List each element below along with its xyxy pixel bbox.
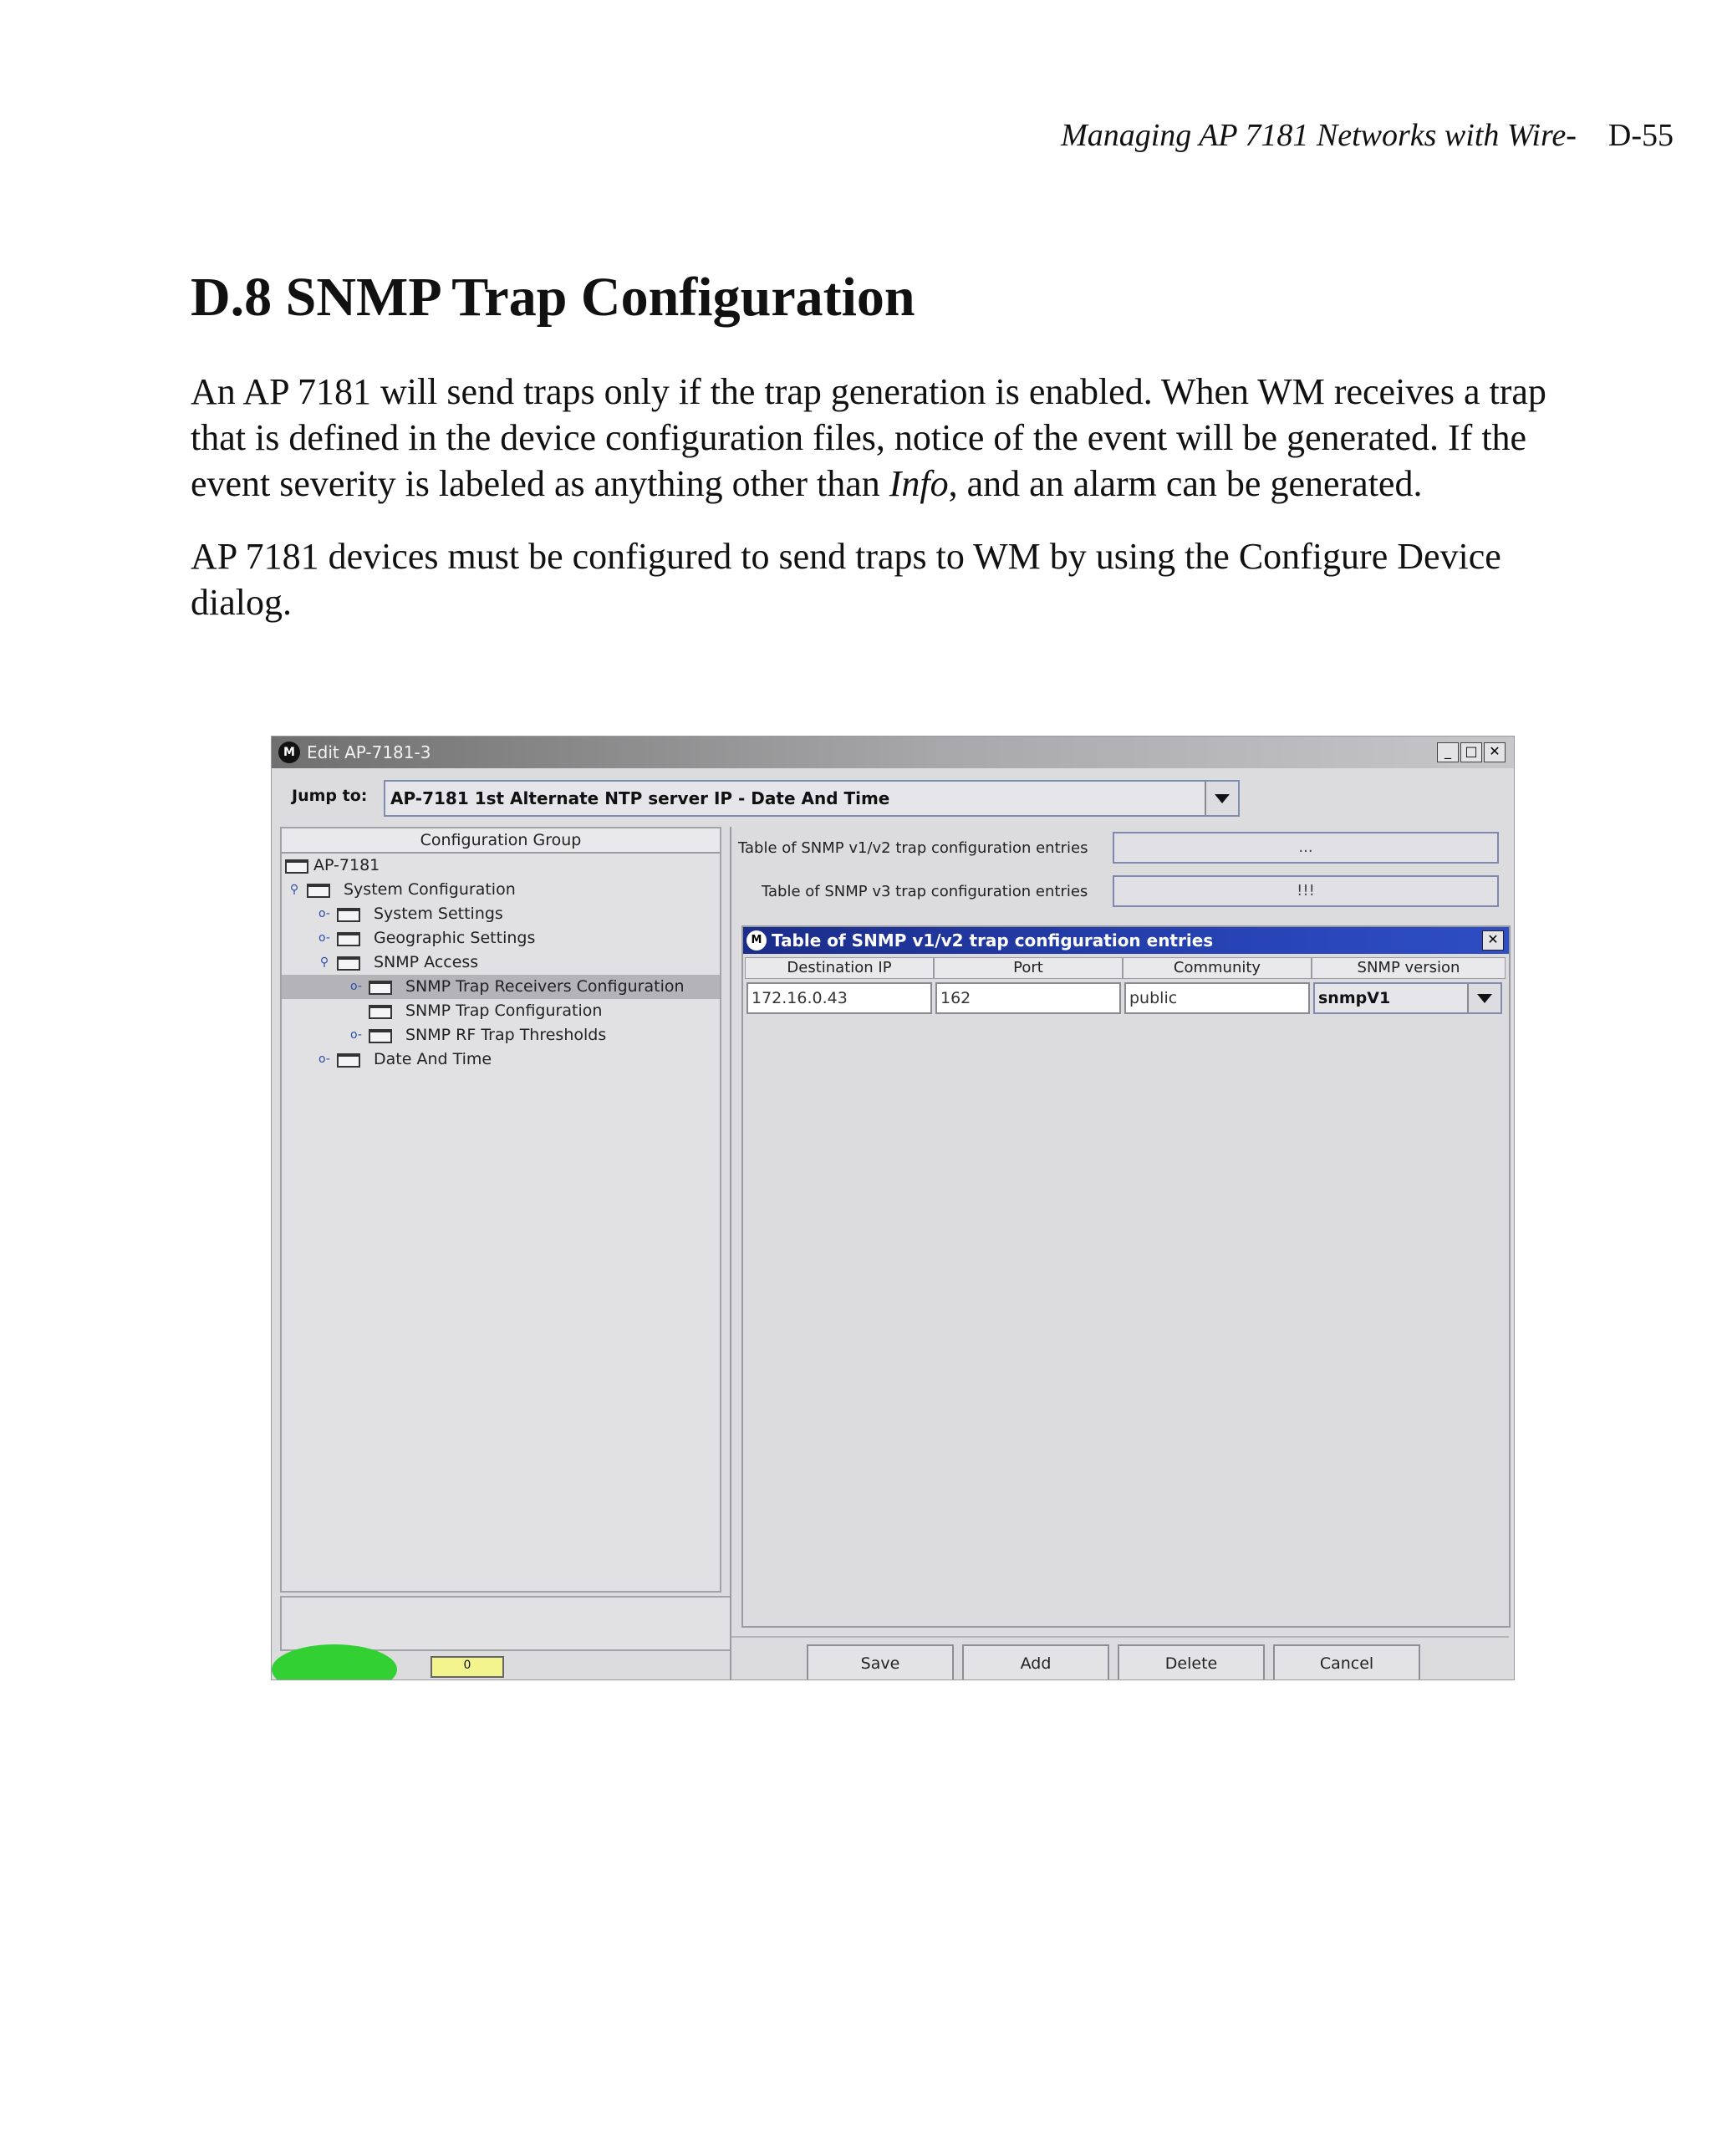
tree-node-label: SNMP Trap Configuration (405, 1002, 603, 1020)
tree-node-label: System Configuration (344, 880, 516, 899)
tree-node-snmp-trap-receivers[interactable] (282, 975, 720, 999)
chevron-down-icon (1477, 994, 1492, 1003)
expand-toggle-icon[interactable]: ⚲ (319, 956, 329, 969)
section-title: D.8 SNMP Trap Configuration (191, 267, 915, 328)
tree-node-label: AP-7181 (313, 856, 380, 874)
tree-node-system-settings[interactable] (282, 902, 720, 926)
page-number: D-55 (1608, 118, 1674, 153)
jump-bar (272, 768, 1514, 820)
folder-icon (307, 884, 330, 898)
tree-node-label: Date And Time (374, 1050, 492, 1068)
paragraph1-text: An AP 7181 will send traps only if the trap generation is enabled. When WM receives a trap that is defined in the device configuration files, notice of the event will be generated. If the event severity is labeled as anything other than (191, 371, 1546, 504)
collapse-toggle-icon[interactable]: o- (318, 931, 330, 945)
tree-node-date-and-time[interactable] (282, 1047, 720, 1072)
folder-icon (337, 956, 360, 971)
v3-entries-row (731, 875, 1509, 909)
running-head (1061, 117, 1674, 154)
folder-icon (369, 1005, 392, 1019)
tree-node-ap-7181[interactable] (282, 854, 720, 878)
jump-dropdown-button[interactable] (1205, 782, 1238, 815)
jump-to-select[interactable] (384, 780, 1240, 817)
folder-icon (337, 908, 360, 922)
add-button[interactable]: Add (962, 1644, 1109, 1680)
v1v2-table-title-bar[interactable] (743, 927, 1509, 954)
column-snmp-version[interactable]: SNMP version (1312, 957, 1506, 979)
column-port[interactable]: Port (934, 957, 1123, 979)
tree-node-label: SNMP Access (374, 953, 479, 971)
left-footer-panel (280, 1596, 746, 1651)
collapse-toggle-icon[interactable]: o- (350, 1028, 362, 1042)
folder-icon (337, 932, 360, 946)
tree-node-snmp-rf-trap-thresholds[interactable] (282, 1023, 720, 1047)
tree-node-label: System Settings (374, 905, 503, 923)
snmp-version-value: snmpV1 (1318, 989, 1391, 1007)
folder-icon (369, 981, 392, 995)
info-term: Info (889, 463, 949, 504)
snmp-version-select[interactable] (1313, 982, 1502, 1014)
trap-entries-panel (730, 827, 1509, 1679)
edit-device-screenshot (271, 736, 1515, 1680)
jump-to-value: AP-7181 1st Alternate NTP server IP - Date And Time (390, 788, 890, 808)
window-title: Edit AP-7181-3 (307, 742, 431, 762)
close-button[interactable]: ✕ (1484, 742, 1506, 762)
v1v2-entries-button[interactable]: ... (1113, 832, 1499, 864)
folder-icon (369, 1029, 392, 1043)
motorola-logo-icon: M (746, 930, 767, 951)
collapse-toggle-icon[interactable]: o- (318, 907, 330, 920)
tree-node-geographic-settings[interactable] (282, 926, 720, 951)
tree-node-snmp-access[interactable] (282, 951, 720, 975)
folder-icon (337, 1053, 360, 1068)
maximize-button[interactable]: □ (1460, 742, 1482, 762)
port-cell[interactable]: 162 (935, 982, 1121, 1014)
action-button-bar (731, 1636, 1509, 1680)
folder-icon (285, 859, 308, 874)
v3-entries-button[interactable]: !!! (1113, 875, 1499, 907)
v1v2-entries-label: Table of SNMP v1/v2 trap configuration entries (738, 839, 1088, 857)
collapse-toggle-icon[interactable]: o- (350, 980, 362, 993)
v1v2-table-title: Table of SNMP v1/v2 trap configuration entries (772, 930, 1214, 951)
delete-button[interactable]: Delete (1118, 1644, 1265, 1680)
collapse-toggle-icon[interactable]: o- (318, 1053, 330, 1066)
column-community[interactable]: Community (1123, 957, 1312, 979)
tree-node-system-configuration[interactable] (282, 878, 720, 902)
save-button[interactable]: Save (807, 1644, 954, 1680)
snmp-version-dropdown-button[interactable] (1467, 984, 1501, 1012)
chevron-down-icon (1215, 794, 1230, 803)
background-node-label: 0 (431, 1656, 504, 1678)
motorola-logo-icon: M (278, 742, 300, 763)
tree-node-label: Geographic Settings (374, 929, 536, 947)
paragraph1-ending: , and an alarm can be generated. (948, 463, 1423, 504)
tree-header: Configuration Group (282, 828, 720, 854)
table-header (745, 957, 1507, 979)
close-button[interactable]: ✕ (1482, 930, 1504, 951)
minimize-button[interactable]: _ (1437, 742, 1459, 762)
tree-node-label: SNMP RF Trap Thresholds (405, 1026, 607, 1044)
v1v2-entries-row (731, 832, 1509, 865)
jump-label: Jump to: (292, 787, 368, 805)
destination-ip-cell[interactable]: 172.16.0.43 (746, 982, 932, 1014)
cancel-button[interactable]: Cancel (1273, 1644, 1420, 1680)
v3-entries-label: Table of SNMP v3 trap configuration entries (762, 883, 1088, 900)
running-title: Managing AP 7181 Networks with Wire- (1061, 118, 1577, 153)
v1v2-table-window (741, 925, 1511, 1628)
paragraph-trap-intro (191, 369, 1595, 507)
community-cell[interactable]: public (1124, 982, 1310, 1014)
expand-toggle-icon[interactable]: ⚲ (289, 883, 299, 896)
configuration-tree-panel (280, 827, 721, 1593)
tree-node-snmp-trap-configuration[interactable] (282, 999, 720, 1023)
window-title-bar[interactable] (272, 737, 1514, 768)
paragraph-configure-device: AP 7181 devices must be configured to send traps to WM by using the Configure Device dialog. (191, 536, 1501, 623)
tree-node-label: SNMP Trap Receivers Configuration (405, 977, 685, 996)
column-destination-ip[interactable]: Destination IP (745, 957, 934, 979)
